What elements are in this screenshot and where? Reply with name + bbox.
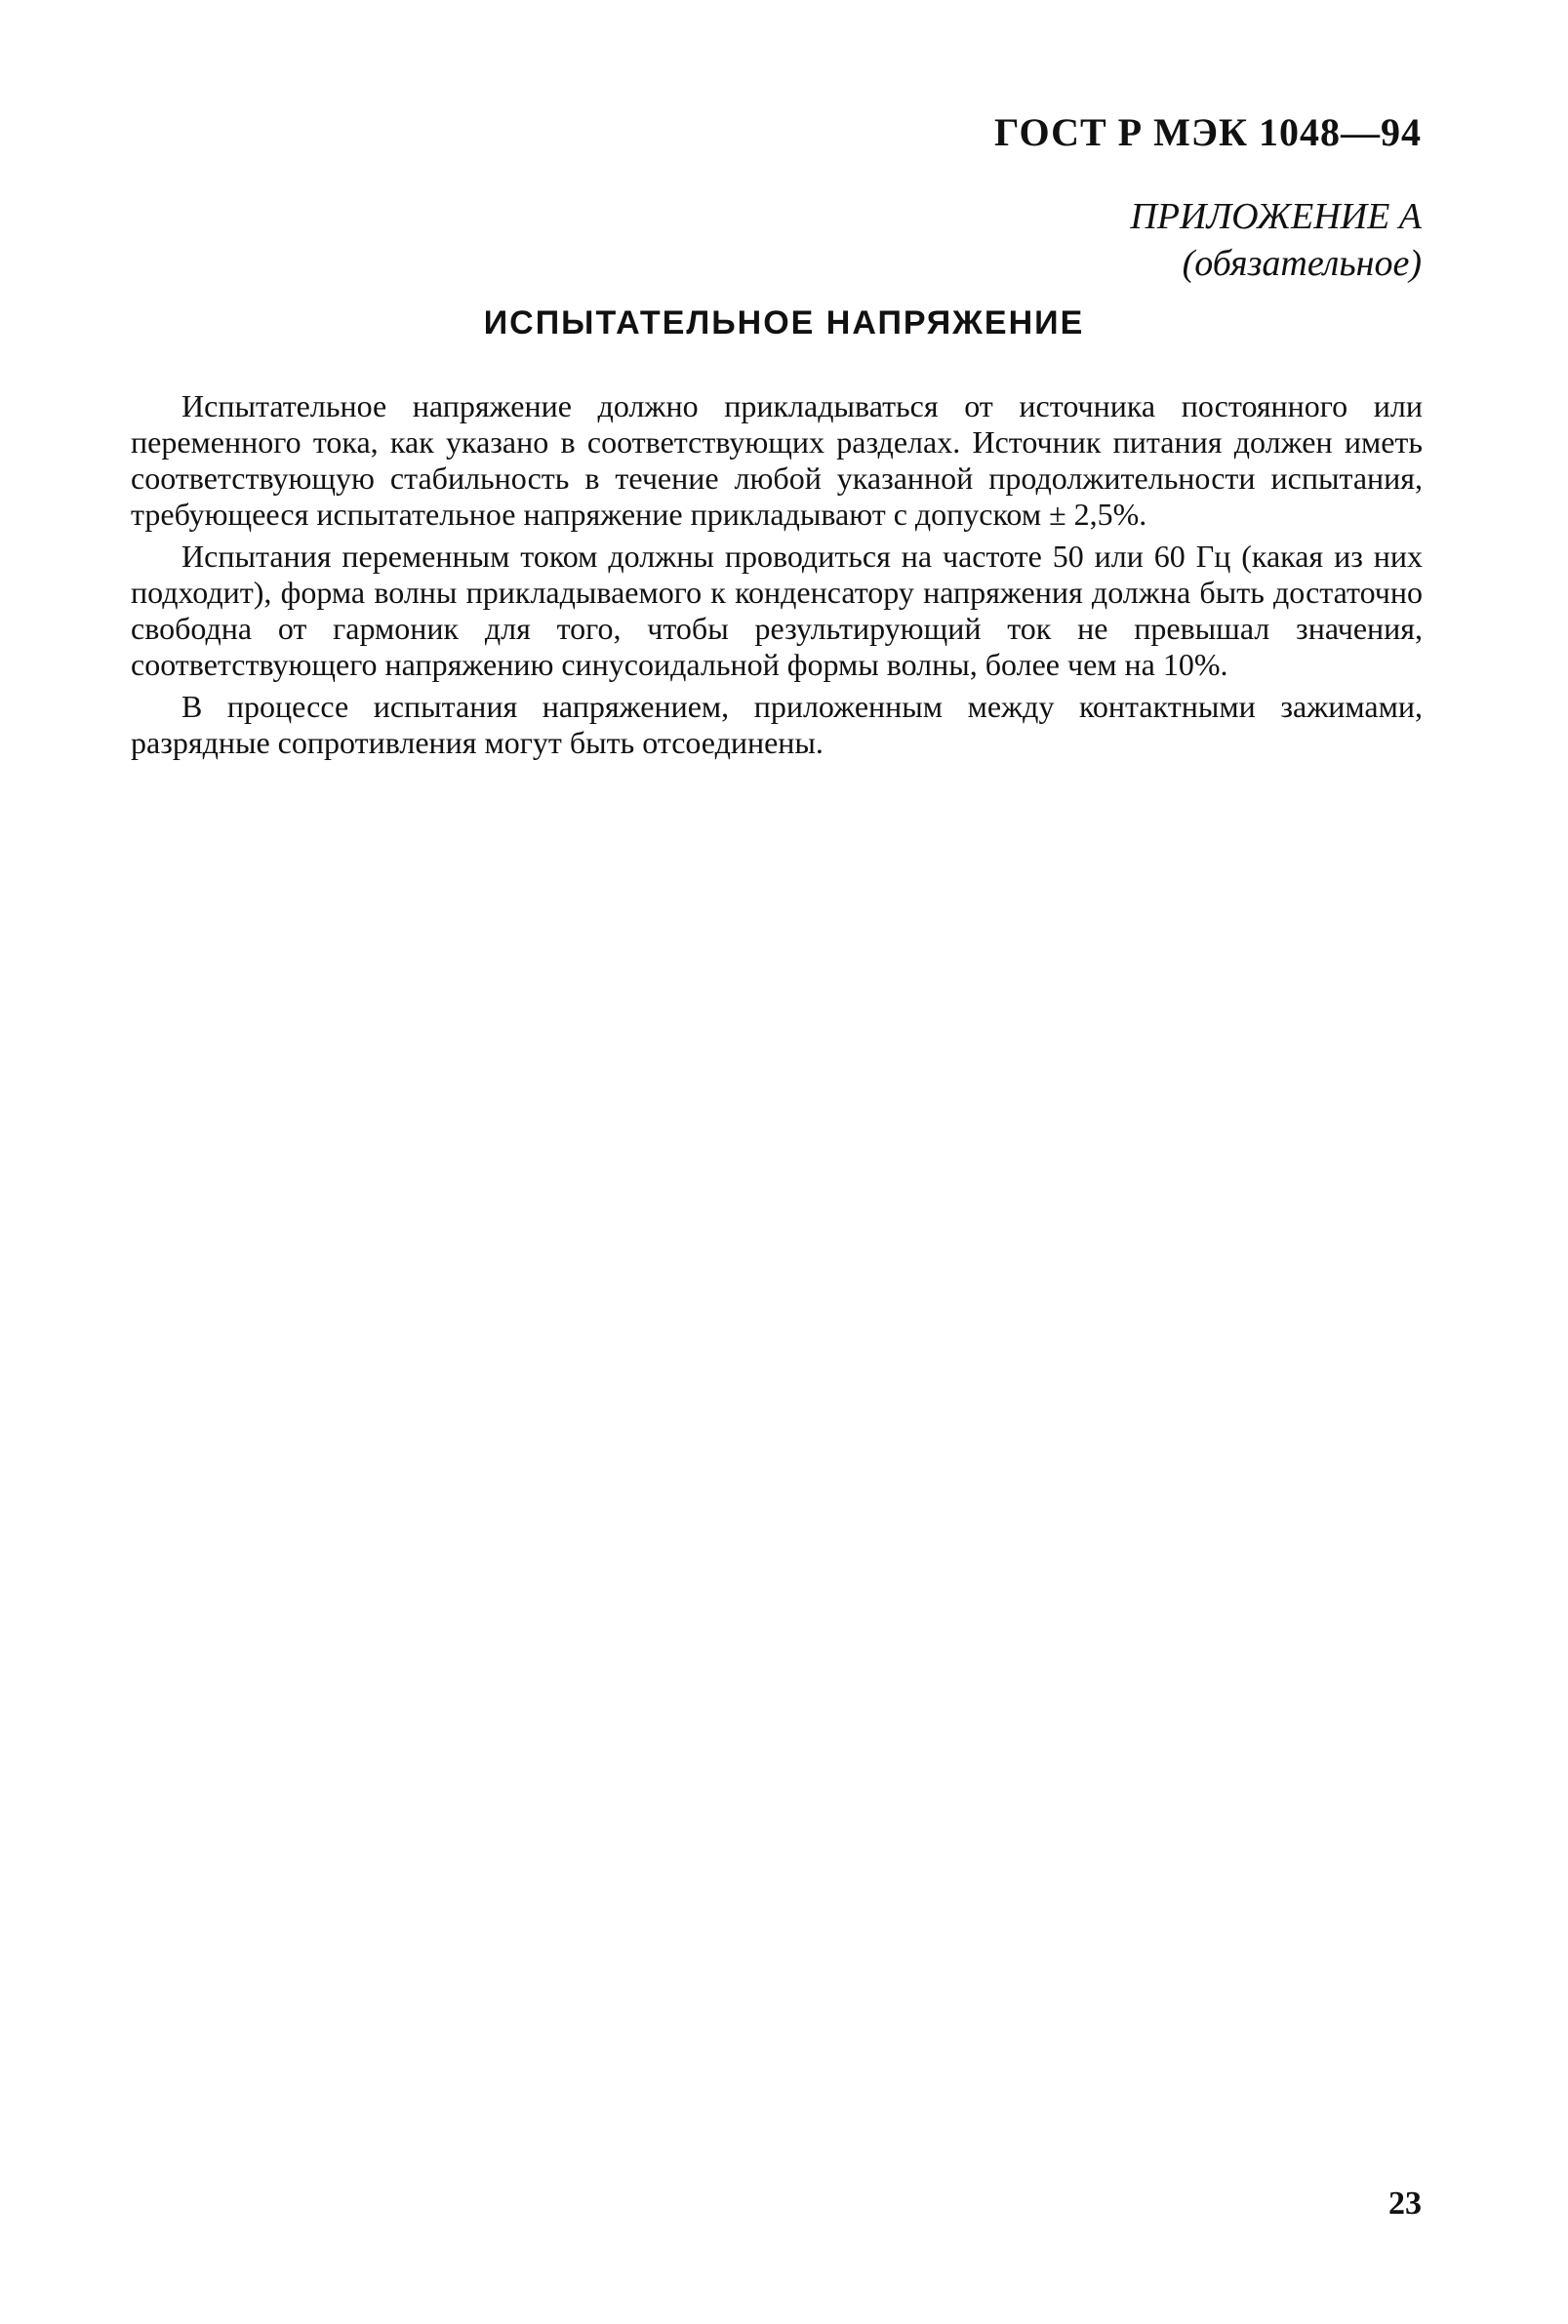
paragraph: Испытания переменным током должны проводиться на частоте 50 или 60 Гц (какая из них подходит), форма волны прикладываемого к конденсатору напряжения должна быть достаточно свободна от гармоник для того, чтобы результирующий ток не превышал значения, соответствующего напряжению синусоидальной формы волны, более чем на 10%. [131,539,1423,682]
appendix-label: ПРИЛОЖЕНИЕ А [1130,196,1422,237]
body-text [131,388,1423,767]
appendix-status: (обязательное) [1182,243,1422,284]
page-number: 23 [1388,2185,1422,2222]
paragraph: В процессе испытания напряжением, приложенным между контактными зажимами, разрядные сопротивления могут быть отсоединены. [131,689,1423,760]
paragraph: Испытательное напряжение должно прикладываться от источника постоянного или переменного тока, как указано в соответствующих разделах. Источник питания должен иметь соответствующую стабильность в течение любой указанной продолжительности испытания, требующееся испытательное напряжение прикладывают с допуском ± 2,5%. [131,388,1423,532]
appendix-heading [1130,193,1422,287]
standard-code: ГОСТ Р МЭК 1048—94 [994,110,1422,154]
section-title: ИСПЫТАТЕЛЬНОЕ НАПРЯЖЕНИЕ [483,304,1085,341]
